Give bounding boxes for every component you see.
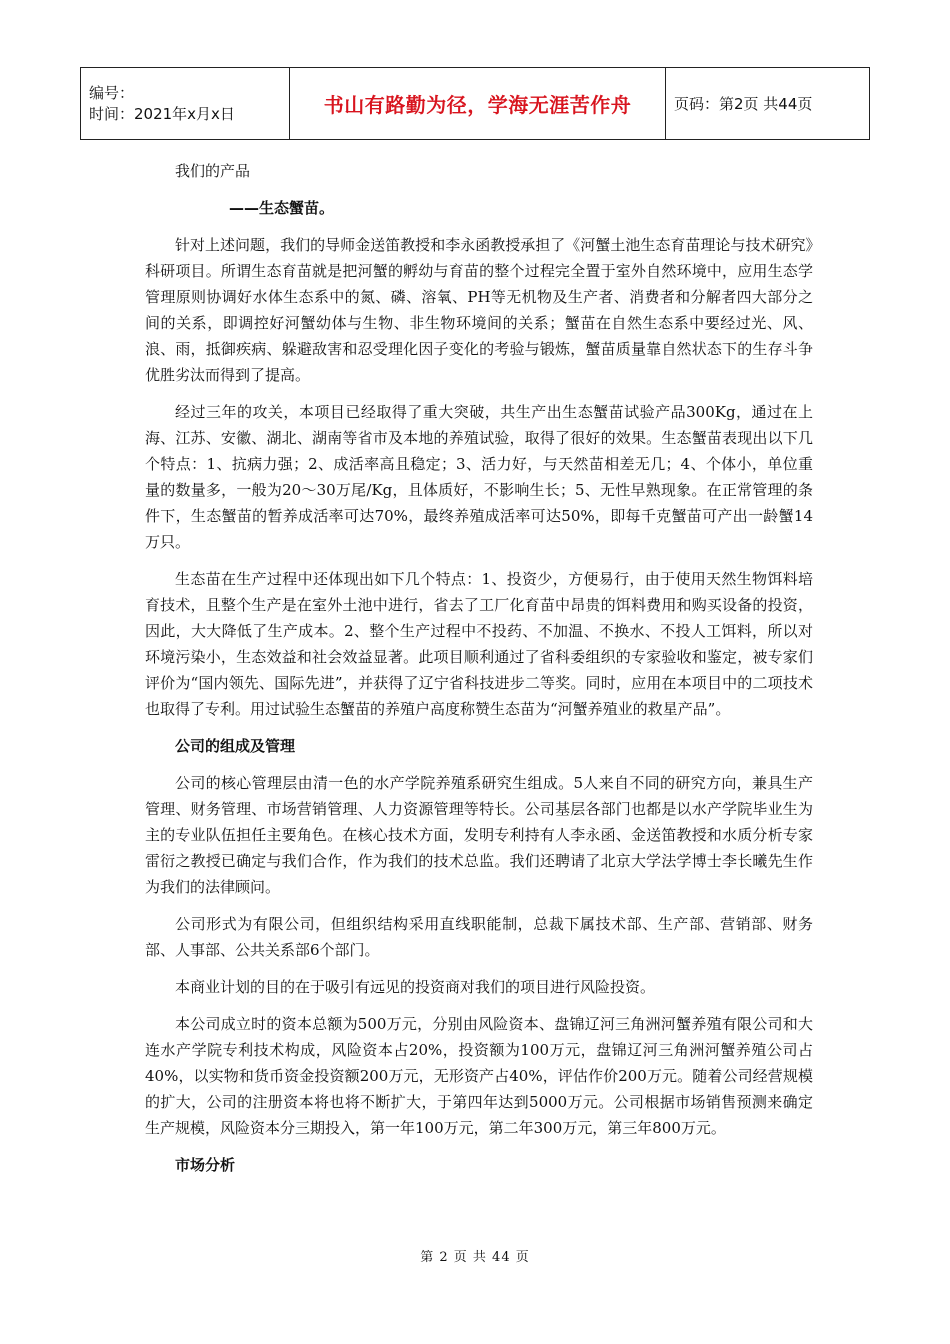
header-slogan: 书山有路勤为径，学海无涯苦作舟 — [290, 68, 666, 140]
page-footer: 第 2 页 共 44 页 — [420, 1250, 530, 1265]
paragraph-features: 生态苗在生产过程中还体现出如下几个特点：1、投资少，方便易行，由于使用天然生物饵料培育技术，且整个生产是在室外土池中进行，省去了工厂化育苗中昂贵的饵料费用和购买设备的投资，因此，大大降低了生产成本。2、整个生产过程中不投药、不加温、不换水、不投人工饵料，所以对环境污染小，生态效益和社会效益显著。此项目顺利通过了省科委组织的专家验收和鉴定，被专家们评价为“国内领先、国际先进”，并获得了辽宁省科技进步二等奖。同时，应用在本项目中的二项技术也取得了专利。用过试验生态蟹苗的养殖户高度称赞生态苗为“河蟹养殖业的救星产品”。 — [145, 570, 813, 718]
paragraph-management: 公司的核心管理层由清一色的水产学院养殖系研究生组成。5人来自不同的研究方向，兼具生产管理、财务管理、市场营销管理、人力资源管理等特长。公司基层各部门也都是以水产学院毕业生为主的专业队伍担任主要角色。在核心技术方面，发明专利持有人李永函、金送笛教授和水质分析专家雷衍之教授已确定与我们合作，作为我们的技术总监。我们还聘请了北京大学法学博士李长曦先生作为我们的法律顾问。 — [145, 774, 813, 896]
paragraph-products: 我们的产品 — [175, 162, 251, 180]
paragraph-purpose: 本商业计划的目的在于吸引有远见的投资商对我们的项目进行风险投资。 — [175, 978, 656, 996]
section-heading-market: 市场分析 — [175, 1156, 236, 1174]
section-heading-company: 公司的组成及管理 — [175, 737, 296, 755]
paragraph-structure: 公司形式为有限公司，但组织结构采用直线职能制，总裁下属技术部、生产部、营销部、财务部、人事部、公共关系部6个部门。 — [145, 915, 813, 959]
header-meta — [81, 68, 290, 140]
page-header — [80, 67, 870, 140]
paragraph-research: 针对上述问题，我们的导师金送笛教授和李永函教授承担了《河蟹土池生态育苗理论与技术研究》科研项目。所谓生态育苗就是把河蟹的孵幼与育苗的整个过程完全置于室外自然环境中，应用生态学管理原则协调好水体生态系中的氮、磷、溶氧、PH等无机物及生产者、消费者和分解者四大部分之间的关系，即调控好河蟹幼体与生物、非生物环境间的关系；蟹苗在自然生态系中要经过光、风、浪、雨，抵御疾病、躲避敌害和忍受理化因子变化的考验与锻炼，蟹苗质量靠自然状态下的生存斗争优胜劣汰而得到了提高。 — [145, 236, 813, 384]
product-subtitle: ——生态蟹苗。 — [229, 199, 335, 217]
date-label: 时间：2021年x月x日 — [89, 104, 235, 123]
header-page-label: 页码：第2页 共44页 — [666, 68, 870, 140]
paragraph-results: 经过三年的攻关，本项目已经取得了重大突破，共生产出生态蟹苗试验产品300Kg，通过在上海、江苏、安徽、湖北、湖南等省市及本地的养殖试验，取得了很好的效果。生态蟹苗表现出以下几个特点：1、抗病力强；2、成活率高且稳定；3、活力好，与天然苗相差无几；4、个体小，单位重量的数量多，一般为20～30万尾/Kg，且体质好，不影响生长；5、无性早熟现象。在正常管理的条件下，生态蟹苗的暂养成活率可达70%，最终养殖成活率可达50%，即每千克蟹苗可产出一龄蟹14万只。 — [145, 403, 813, 551]
code-label: 编号： — [89, 83, 135, 102]
paragraph-capital: 本公司成立时的资本总额为500万元，分别由风险资本、盘锦辽河三角洲河蟹养殖有限公司和大连水产学院专利技术构成，风险资本占20%，投资额为100万元，盘锦辽河三角洲河蟹养殖公司占40%，以实物和货币资金投资额200万元，无形资产占40%，评估作价200万元。随着公司经营规模的扩大，公司的注册资本将也将不断扩大，于第四年达到5000万元。公司根据市场销售预测来确定生产规模，风险资本分三期投入，第一年100万元，第二年300万元，第三年800万元。 — [145, 1015, 813, 1137]
document-body — [145, 158, 813, 1189]
